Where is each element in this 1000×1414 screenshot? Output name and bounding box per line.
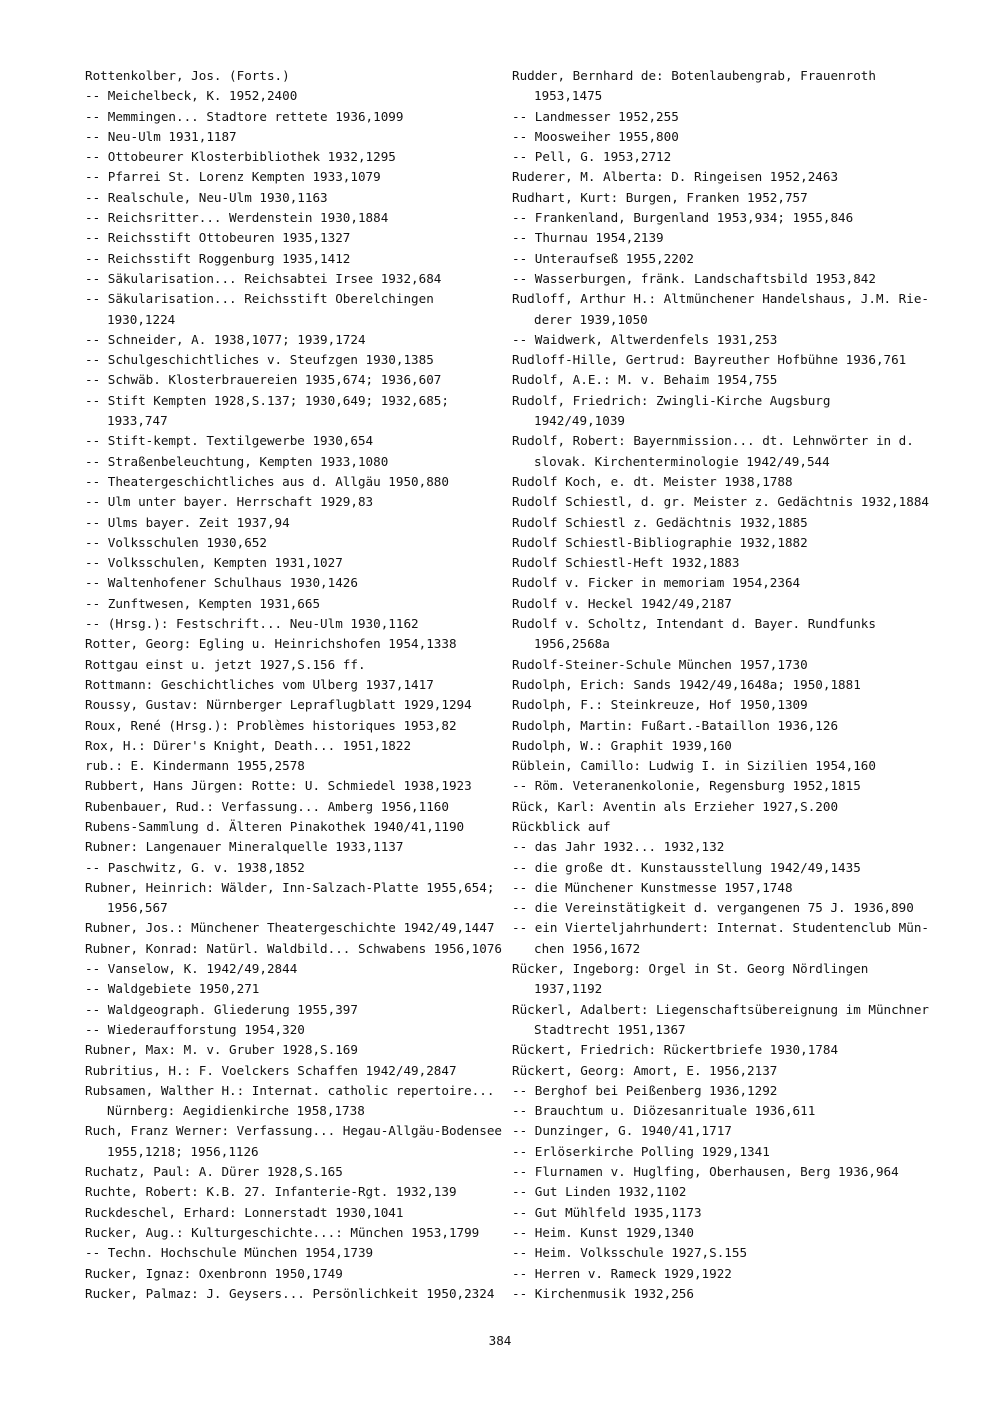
index-entry: -- Schwäb. Klosterbrauereien 1935,674; 1936,607 <box>85 372 442 388</box>
index-entry: -- Reichsstift Roggenburg 1935,1412 <box>85 250 351 266</box>
index-entry-continuation: slovak. Kirchenterminologie 1942/49,544 <box>534 453 830 469</box>
left-index-column <box>85 66 503 1304</box>
index-entry: Rox, H.: Dürer's Knight, Death... 1951,1822 <box>85 737 412 753</box>
index-entry: -- Gut Linden 1932,1102 <box>512 1184 687 1200</box>
index-entry: Rotter, Georg: Egling u. Heinrichshofen 1954,1338 <box>85 636 457 652</box>
index-entry: -- Kirchenmusik 1932,256 <box>512 1285 694 1301</box>
index-entry: Rubner, Max: M. v. Gruber 1928,S.169 <box>85 1042 358 1058</box>
index-entry: Rudolf v. Heckel 1942/49,2187 <box>512 595 732 611</box>
index-entry: -- Theatergeschichtliches aus d. Allgäu 1950,880 <box>85 473 449 489</box>
index-entry: Rüblein, Camillo: Ludwig I. in Sizilien 1954,160 <box>512 758 876 774</box>
index-entry: Rückerl, Adalbert: Liegenschaftsübereignung im Münchner <box>512 1001 930 1017</box>
page-number: 384 <box>488 1333 512 1348</box>
index-entry: Rubens-Sammlung d. Älteren Pinakothek 1940/41,1190 <box>85 818 465 834</box>
index-entry: -- Stift Kempten 1928,S.137; 1930,649; 1932,685; <box>85 392 449 408</box>
index-entry: -- Säkularisation... Reichsabtei Irsee 1932,684 <box>85 270 442 286</box>
index-entry: Rubenbauer, Rud.: Verfassung... Amberg 1956,1160 <box>85 798 449 814</box>
index-entry: Rudolph, F.: Steinkreuze, Hof 1950,1309 <box>512 697 808 713</box>
index-entry: Rücker, Ingeborg: Orgel in St. Georg Nördlingen <box>512 961 869 977</box>
index-entry: -- Landmesser 1952,255 <box>512 108 679 124</box>
index-entry: Rudolf, Robert: Bayernmission... dt. Lehnwörter in d. <box>512 433 914 449</box>
index-entry: -- Dunzinger, G. 1940/41,1717 <box>512 1123 732 1139</box>
index-entry: -- Waldgebiete 1950,271 <box>85 981 260 997</box>
index-entry: -- Meichelbeck, K. 1952,2400 <box>85 88 298 104</box>
index-entry: -- Paschwitz, G. v. 1938,1852 <box>85 859 305 875</box>
index-entry: -- Reichsritter... Werdenstein 1930,1884 <box>85 210 389 226</box>
index-entry: Rucker, Aug.: Kulturgeschichte...: München 1953,1799 <box>85 1224 480 1240</box>
index-entry: -- Waltenhofener Schulhaus 1930,1426 <box>85 575 358 591</box>
index-entry: Rudolf Schiestl z. Gedächtnis 1932,1885 <box>512 514 808 530</box>
index-entry: Rudolf Schiestl-Bibliographie 1932,1882 <box>512 534 808 550</box>
index-entry-continuation: Stadtrecht 1951,1367 <box>534 1021 686 1037</box>
index-entry: Rudolf-Steiner-Schule München 1957,1730 <box>512 656 808 672</box>
index-entry: Rückblick auf <box>512 818 611 834</box>
index-entry: Ruderer, M. Alberta: D. Ringeisen 1952,2463 <box>512 169 839 185</box>
index-entry: Rück, Karl: Aventin als Erzieher 1927,S.200 <box>512 798 839 814</box>
index-entry: -- Stift-kempt. Textilgewerbe 1930,654 <box>85 433 374 449</box>
index-entry-continuation: 1956,567 <box>107 900 168 916</box>
index-entry: Rudolf Koch, e. dt. Meister 1938,1788 <box>512 473 793 489</box>
index-entry: -- Vanselow, K. 1942/49,2844 <box>85 961 298 977</box>
index-entry: -- Neu-Ulm 1931,1187 <box>85 128 237 144</box>
index-entry: -- Gut Mühlfeld 1935,1173 <box>512 1204 702 1220</box>
index-entry: -- Säkularisation... Reichsstift Oberelchingen <box>85 291 434 307</box>
index-entry: -- die Münchener Kunstmesse 1957,1748 <box>512 879 793 895</box>
index-entry-continuation: 1956,2568a <box>534 636 610 652</box>
index-entry: Ruch, Franz Werner: Verfassung... Hegau-Allgäu-Bodensee <box>85 1123 503 1139</box>
index-entry: -- Herren v. Rameck 1929,1922 <box>512 1265 732 1281</box>
index-entry: Rückert, Georg: Amort, E. 1956,2137 <box>512 1062 778 1078</box>
index-entry: Rudolf v. Ficker in memoriam 1954,2364 <box>512 575 801 591</box>
index-entry: -- (Hrsg.): Festschrift... Neu-Ulm 1930,1162 <box>85 616 419 632</box>
index-entry: Rucker, Ignaz: Oxenbronn 1950,1749 <box>85 1265 343 1281</box>
index-entry: -- Volksschulen 1930,652 <box>85 534 267 550</box>
index-entry: -- Memmingen... Stadtore rettete 1936,1099 <box>85 108 404 124</box>
index-entry: -- Brauchtum u. Diözesanrituale 1936,611 <box>512 1103 816 1119</box>
index-entry: Rucker, Palmaz: J. Geysers... Persönlichkeit 1950,2324 <box>85 1285 495 1301</box>
index-entry: Rudloff-Hille, Gertrud: Bayreuther Hofbühne 1936,761 <box>512 352 907 368</box>
index-entry: -- Waidwerk, Altwerdenfels 1931,253 <box>512 331 778 347</box>
index-entry: Rubbert, Hans Jürgen: Rotte: U. Schmiedel 1938,1923 <box>85 778 472 794</box>
index-entry: rub.: E. Kindermann 1955,2578 <box>85 758 305 774</box>
index-entry: Rottgau einst u. jetzt 1927,S.156 ff. <box>85 656 366 672</box>
index-entry: -- die große dt. Kunstausstellung 1942/49,1435 <box>512 859 861 875</box>
index-entry: -- Moosweiher 1955,800 <box>512 128 679 144</box>
index-entry: -- Berghof bei Peißenberg 1936,1292 <box>512 1082 778 1098</box>
index-entry: -- Reichsstift Ottobeuren 1935,1327 <box>85 230 351 246</box>
index-entry: -- Unteraufseß 1955,2202 <box>512 250 694 266</box>
index-entry: Rubritius, H.: F. Voelckers Schaffen 1942/49,2847 <box>85 1062 457 1078</box>
index-entry-continuation: Nürnberg: Aegidienkirche 1958,1738 <box>107 1103 365 1119</box>
index-entry: Ruckdeschel, Erhard: Lonnerstadt 1930,1041 <box>85 1204 404 1220</box>
index-entry: Rudolf Schiestl-Heft 1932,1883 <box>512 555 740 571</box>
index-entry: Rudolf v. Scholtz, Intendant d. Bayer. Rundfunks <box>512 616 876 632</box>
index-entry: Rückert, Friedrich: Rückertbriefe 1930,1784 <box>512 1042 839 1058</box>
index-entry: Rudolf, A.E.: M. v. Behaim 1954,755 <box>512 372 778 388</box>
index-entry: -- die Vereinstätigkeit d. vergangenen 75 J. 1936,890 <box>512 900 914 916</box>
index-entry: -- Pell, G. 1953,2712 <box>512 149 672 165</box>
index-entry: Rudder, Bernhard de: Botenlaubengrab, Frauenroth <box>512 68 876 83</box>
index-entry: Roussy, Gustav: Nürnberger Lepraflugblatt 1929,1294 <box>85 697 472 713</box>
index-entry: -- Schulgeschichtliches v. Steufzgen 1930,1385 <box>85 352 434 368</box>
index-entry: -- Röm. Veteranenkolonie, Regensburg 1952,1815 <box>512 778 861 794</box>
index-entry: Rottmann: Geschichtliches vom Ulberg 1937,1417 <box>85 676 434 692</box>
index-entry: Rubsamen, Walther H.: Internat. catholic repertoire... <box>85 1082 495 1098</box>
index-entry: -- Flurnamen v. Huglfing, Oberhausen, Berg 1936,964 <box>512 1164 899 1180</box>
index-entry: -- Zunftwesen, Kempten 1931,665 <box>85 595 321 611</box>
index-entry: -- Heim. Volksschule 1927,S.155 <box>512 1245 748 1261</box>
index-entry-continuation: 1955,1218; 1956,1126 <box>107 1143 259 1159</box>
index-entry-continuation: 1930,1224 <box>107 311 176 327</box>
index-entry: Rudolf, Friedrich: Zwingli-Kirche Augsburg <box>512 392 831 408</box>
index-entry: -- Wiederaufforstung 1954,320 <box>85 1021 305 1037</box>
index-entry: Rudolph, W.: Graphit 1939,160 <box>512 737 732 753</box>
index-entry: Roux, René (Hrsg.): Problèmes historiques 1953,82 <box>85 717 457 733</box>
right-index-column <box>512 66 932 1304</box>
index-entry: Rudloff, Arthur H.: Altmünchener Handelshaus, J.M. Rie- <box>512 291 930 307</box>
index-entry: -- Realschule, Neu-Ulm 1930,1163 <box>85 189 328 205</box>
index-entry-continuation: 1937,1192 <box>534 981 603 997</box>
index-entry: -- Schneider, A. 1938,1077; 1939,1724 <box>85 331 366 347</box>
index-entry: Ruchatz, Paul: A. Dürer 1928,S.165 <box>85 1164 343 1180</box>
index-entry: Rudolph, Martin: Fußart.-Bataillon 1936,126 <box>512 717 839 733</box>
index-entry-continuation: 1933,747 <box>107 413 168 429</box>
index-entry-continuation: chen 1956,1672 <box>534 940 641 956</box>
index-entry: -- Thurnau 1954,2139 <box>512 230 664 246</box>
index-entry: -- Volksschulen, Kempten 1931,1027 <box>85 555 343 571</box>
index-entry: Rubner, Jos.: Münchener Theatergeschichte 1942/49,1447 <box>85 920 495 936</box>
index-entry-continuation: derer 1939,1050 <box>534 311 648 327</box>
index-entry: -- Wasserburgen, fränk. Landschaftsbild 1953,842 <box>512 270 876 286</box>
index-entry-continuation: 1953,1475 <box>534 88 603 104</box>
index-entry: -- Erlöserkirche Polling 1929,1341 <box>512 1143 770 1159</box>
index-entry: Rubner: Langenauer Mineralquelle 1933,1137 <box>85 839 404 855</box>
index-entry: Rudhart, Kurt: Burgen, Franken 1952,757 <box>512 189 808 205</box>
index-entry: -- Techn. Hochschule München 1954,1739 <box>85 1245 374 1261</box>
index-entry: Rudolf Schiestl, d. gr. Meister z. Gedächtnis 1932,1884 <box>512 494 930 510</box>
index-entry: Ruchte, Robert: K.B. 27. Infanterie-Rgt. 1932,139 <box>85 1184 457 1200</box>
index-entry: -- Pfarrei St. Lorenz Kempten 1933,1079 <box>85 169 381 185</box>
index-entry: -- Ulm unter bayer. Herrschaft 1929,83 <box>85 494 374 510</box>
index-entry: -- Waldgeograph. Gliederung 1955,397 <box>85 1001 358 1017</box>
index-entry: Rudolph, Erich: Sands 1942/49,1648a; 1950,1881 <box>512 676 861 692</box>
index-entry: -- Ulms bayer. Zeit 1937,94 <box>85 514 290 530</box>
index-entry: Rubner, Konrad: Natürl. Waldbild... Schwabens 1956,1076 <box>85 940 503 956</box>
index-entry: -- ein Vierteljahrhundert: Internat. Studentenclub Mün- <box>512 920 930 936</box>
index-entry: -- Ottobeurer Klosterbibliothek 1932,1295 <box>85 149 396 165</box>
index-entry: -- Frankenland, Burgenland 1953,934; 1955,846 <box>512 210 854 226</box>
index-entry: Rubner, Heinrich: Wälder, Inn-Salzach-Platte 1955,654; <box>85 879 495 895</box>
index-entry: -- Straßenbeleuchtung, Kempten 1933,1080 <box>85 453 389 469</box>
index-entry: -- Heim. Kunst 1929,1340 <box>512 1224 694 1240</box>
index-entry: -- das Jahr 1932... 1932,132 <box>512 839 725 855</box>
index-entry: Rottenkolber, Jos. (Forts.) <box>85 68 290 83</box>
index-entry-continuation: 1942/49,1039 <box>534 413 625 429</box>
